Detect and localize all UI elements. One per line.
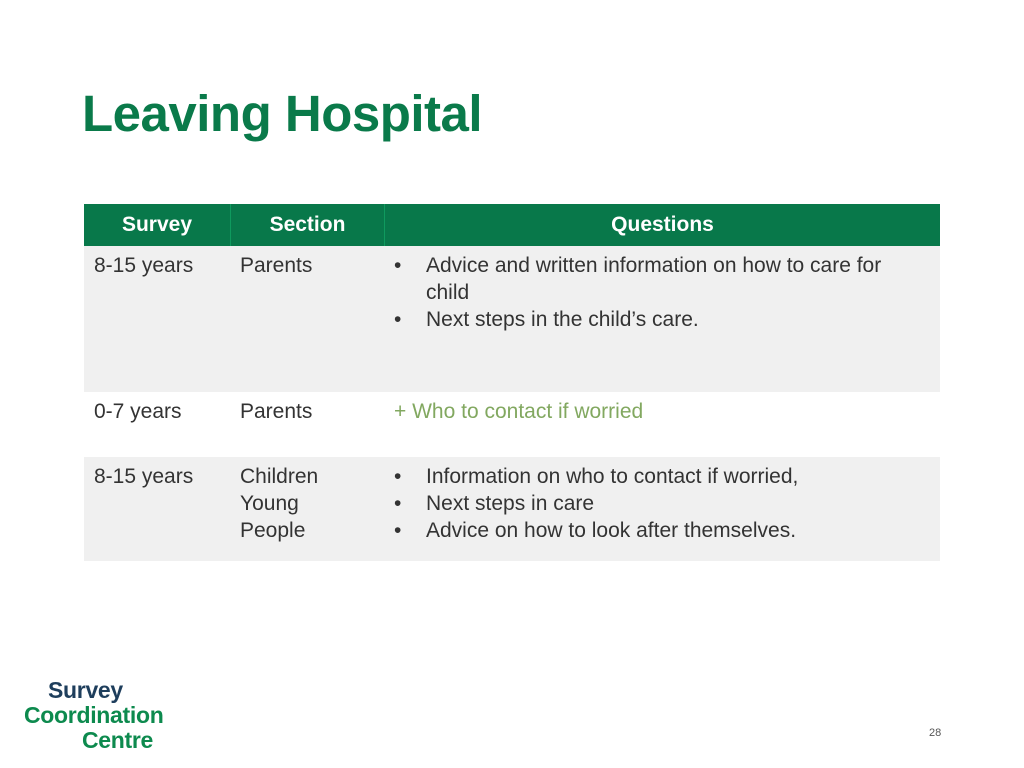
- header-survey: Survey: [121, 213, 193, 236]
- bullet-marker: •: [394, 519, 402, 542]
- table-row: [84, 392, 940, 457]
- bullet-marker: •: [394, 492, 402, 515]
- section-text: People: [240, 519, 306, 542]
- cell-questions: [384, 392, 940, 457]
- logo-line-coordination: Coordination: [24, 702, 164, 728]
- list-item: [394, 517, 940, 544]
- slide-title: Leaving Hospital: [82, 85, 483, 142]
- header-section: Section: [230, 204, 384, 246]
- list-item: [394, 252, 940, 306]
- cell-questions: [384, 457, 940, 561]
- logo-line-survey: Survey: [48, 677, 123, 703]
- questions-table: [84, 204, 940, 561]
- question-list: [394, 252, 940, 333]
- cell-survey: 8-15 years: [94, 254, 194, 277]
- question-text: Information on who to contact if worried,: [426, 465, 799, 488]
- table-header-row: [84, 204, 940, 246]
- cell-section: [230, 392, 384, 457]
- cell-survey: 0-7 years: [94, 400, 182, 423]
- list-item: [394, 306, 940, 333]
- header-questions: Questions: [384, 204, 940, 246]
- survey-coordination-centre-logo: [24, 678, 164, 753]
- cell-section: [230, 246, 384, 392]
- bullet-marker: •: [394, 465, 402, 488]
- table-row: [84, 246, 940, 392]
- question-text: Advice on how to look after themselves.: [426, 519, 797, 542]
- question-text: Next steps in the child’s care.: [426, 308, 699, 331]
- section-text: Children: [240, 465, 319, 488]
- bullet-marker: •: [394, 254, 402, 277]
- question-list: [394, 463, 940, 544]
- list-item: [394, 463, 940, 490]
- section-text: Parents: [240, 400, 313, 423]
- cell-section: [230, 457, 384, 561]
- bullet-marker: •: [394, 308, 402, 331]
- added-question-text: + Who to contact if worried: [394, 400, 644, 423]
- cell-questions: [384, 246, 940, 392]
- table-row: [84, 457, 940, 561]
- section-text: Parents: [240, 254, 313, 277]
- page-number: 28: [929, 727, 942, 739]
- question-text: Advice and written information on how to care for child: [426, 254, 882, 304]
- question-text: Next steps in care: [426, 492, 595, 515]
- cell-survey: 8-15 years: [94, 465, 194, 488]
- list-item: [394, 490, 940, 517]
- logo-line-centre: Centre: [82, 727, 154, 753]
- section-text: Young: [240, 492, 299, 515]
